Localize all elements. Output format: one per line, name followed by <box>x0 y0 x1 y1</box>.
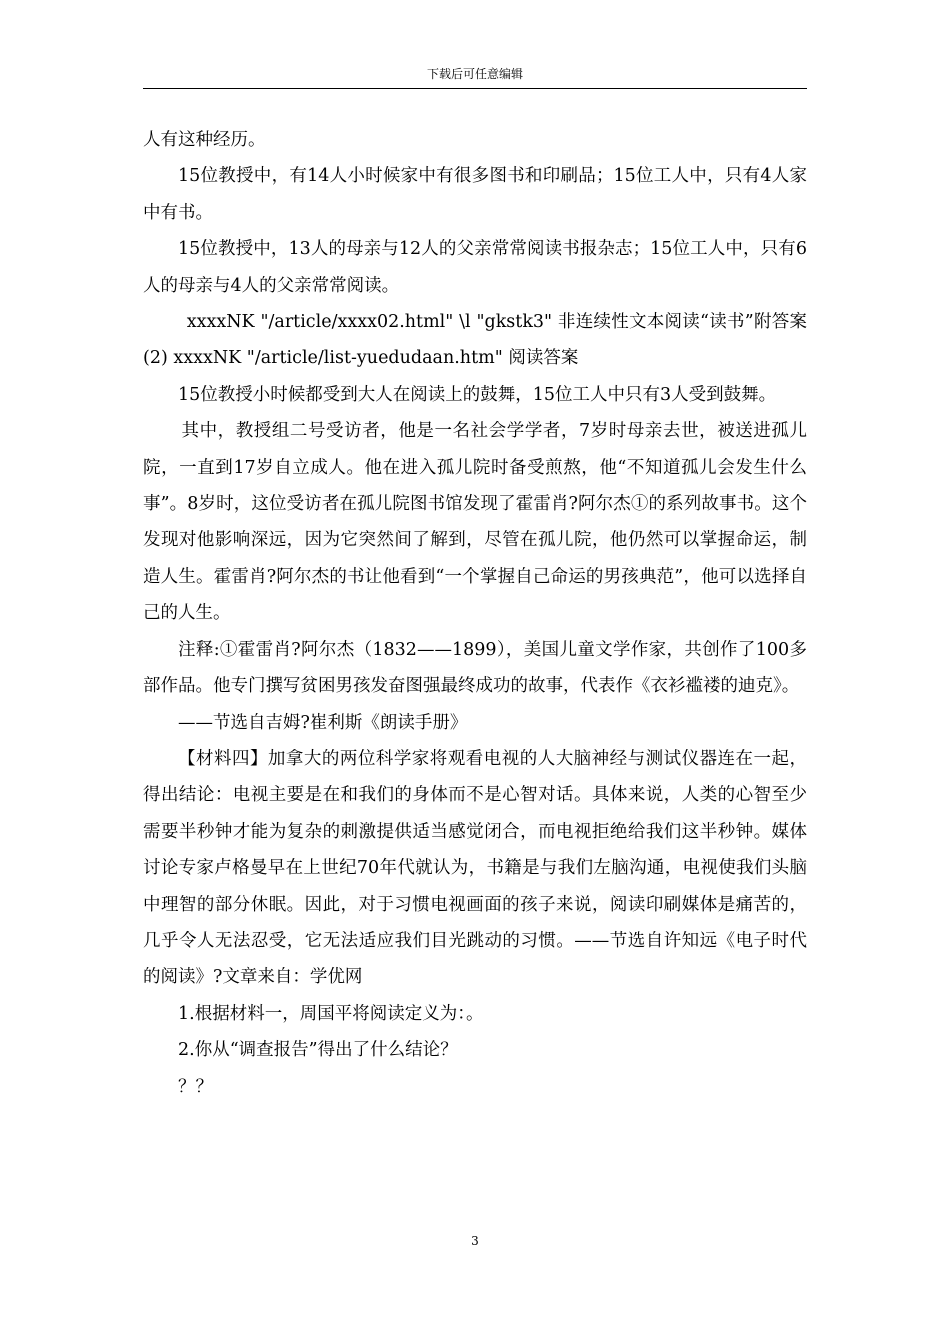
header-divider <box>143 88 807 89</box>
paragraph-link-field: xxxxNK "/article/xxxx02.html" \l "gkstk3" 非连续性文本阅读“读书”附答案(2) xxxxNK "/article/list-yuedudaan.htm" 阅读答案 <box>143 312 807 369</box>
paragraph-parents-reading: 15位教授中，13人的母亲与12人的父亲常常阅读书报杂志；15位工人中，只有6人的母亲与4人的父亲常常阅读。 <box>143 239 807 296</box>
paragraph-material-four: 【材料四】加拿大的两位科学家将观看电视的人大脑神经与测试仪器连在一起，得出结论：电视主要是在和我们的身体而不是心智对话。具体来说，人类的心智至少需要半秒钟才能为复杂的刺激提供适当感觉闭合，而电视拒绝给我们这半秒钟。媒体讨论专家卢格曼早在上世纪70年代就认为，书籍是与我们左脑沟通，电视使我们头脑中理智的部分休眠。因此，对于习惯电视画面的孩子来说，阅读印刷媒体是痛苦的，几乎令人无法忍受，它无法适应我们目光跳动的习惯。——节选自许知远《电子时代的阅读》?文章来自：学优网 <box>143 748 807 988</box>
question-2: 2.你从“调查报告”得出了什么结论？ <box>178 1040 458 1061</box>
paragraph-source-1: ——节选自吉姆?崔利斯《朗读手册》 <box>178 712 468 733</box>
document-body <box>143 122 807 1105</box>
paragraph-case-study: 其中，教授组二号受访者，他是一名社会学学者，7岁时母亲去世，被送进孤儿院，一直到17岁自立成人。他在进入孤儿院时备受煎熬，他“不知道孤儿会发生什么事”。8岁时，这位受访者在孤儿院图书馆发现了霍雷肖?阿尔杰①的系列故事书。这个发现对他影响深远，因为它突然间了解到，尽管在孤儿院，他仍然可以掌握命运，制造人生。霍雷肖?阿尔杰的书让他看到“一个掌握自己命运的男孩典范”，他可以选择自己的人生。 <box>143 421 807 624</box>
page-number: 3 <box>471 1234 479 1248</box>
paragraph-books-at-home: 15位教授中，有14人小时候家中有很多图书和印刷品；15位工人中，只有4人家中有书。 <box>143 166 807 223</box>
page-header: 下载后可任意编辑 <box>426 67 523 81</box>
question-1: 1.根据材料一，周国平将阅读定义为：。 <box>178 1003 484 1024</box>
paragraph-encouragement: 15位教授小时候都受到大人在阅读上的鼓舞，15位工人中只有3人受到鼓舞。 <box>178 384 777 405</box>
paragraph-continuation: 人有这种经历。 <box>143 130 266 150</box>
answer-placeholder: ？？ <box>178 1076 213 1097</box>
paragraph-footnote: 注释:①霍雷肖?阿尔杰（1832——1899），美国儿童文学作家，共创作了100多部作品。他专门撰写贫困男孩发奋图强最终成功的故事，代表作《衣衫褴褛的迪克》。 <box>143 639 807 697</box>
